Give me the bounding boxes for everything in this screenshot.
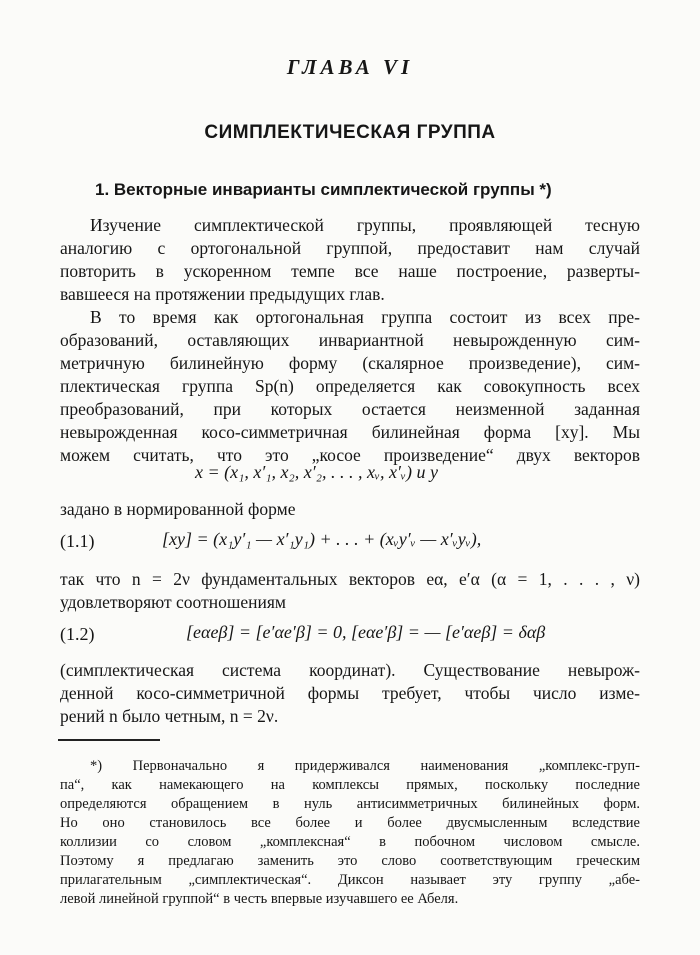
footnote-line: определяются обращением в нуль антисимметричных билинейных форм. [60, 796, 640, 812]
paragraph-3-line: рений n было четным, n = 2ν. [60, 706, 279, 726]
vector-formula: x = (x₁, x′₁, x₂, x′₂, . . . , xᵥ, x′ᵥ) и y [195, 462, 438, 482]
paragraph-2-line: можем считать, что это „косое произведение“ двух векторов [60, 445, 640, 465]
footnote-line: левой линейной группой“ в честь впервые изучавшего ее Абеля. [60, 891, 459, 907]
paragraph-2-line: плектическая группа Sp(n) определяется как совокупность всех [60, 376, 640, 396]
footnote-line: па“, как намекающего на комплексы прямых, поскольку последние [60, 777, 640, 793]
footnote-line: коллизии со словом „комплексная“ в побочном числовом смысле. [60, 834, 640, 850]
paragraph-2-line: невырожденная косо-симметричная билинейная форма [xy]. Мы [60, 422, 640, 442]
paragraph-2-line: В то время как ортогональная группа состоит из всех пре- [90, 307, 640, 327]
paragraph-1-line: повторить в ускоренном темпе все наше построение, разверты- [60, 261, 640, 281]
footnote-line: *) Первоначально я придерживался наименования „комплекс-груп- [90, 758, 640, 774]
text-line: задано в нормированной форме [60, 499, 296, 519]
paragraph-1-line: аналогию с ортогональной группой, предоставит нам случай [60, 238, 640, 258]
text-line: удовлетворяют соотношениям [60, 592, 286, 612]
paragraph-3-line: (симплектическая система координат). Существование невырож- [60, 660, 640, 680]
paragraph-1-line: Изучение симплектической группы, проявляющей тесную [90, 215, 640, 235]
section-heading: 1. Векторные инварианты симплектической группы *) [95, 180, 552, 199]
footnote-line: Но оно становилось все более и более двусмысленным вследствие [60, 815, 640, 831]
footnote-line: прилагательным „симплектическая“. Диксон называет эту группу „абе- [60, 872, 640, 888]
chapter-title: СИМПЛЕКТИЧЕСКАЯ ГРУППА [204, 122, 496, 143]
chapter-heading: ГЛАВА VI [286, 55, 414, 79]
paragraph-2-line: метричную билинейную форму (скалярное произведение), сим- [60, 353, 640, 373]
equation-number: (1.1) [60, 531, 95, 551]
paragraph-2-line: преобразований, при которых остается неизменной заданная [60, 399, 640, 419]
footnote-divider [58, 739, 160, 741]
footnote-line: Поэтому я предлагаю заменить это слово соответствующим греческим [60, 853, 640, 869]
paragraph-2-line: образований, оставляющих инвариантной невырожденную сим- [60, 330, 640, 350]
text-line: так что n = 2ν фундаментальных векторов eα, e′α (α = 1, . . . , ν) [60, 569, 640, 589]
equation-1-2: [eαeβ] = [e′αe′β] = 0, [eαe′β] = — [e′αeβ] = δαβ [186, 622, 546, 642]
paragraph-3-line: денной косо-симметричной формы требует, чтобы число изме- [60, 683, 640, 703]
paragraph-1-line: вавшееся на протяжении предыдущих глав. [60, 284, 385, 304]
equation-1-1: [xy] = (x₁y′₁ — x′₁y₁) + . . . + (xᵥy′ᵥ — x′ᵥyᵥ), [162, 529, 482, 549]
equation-number: (1.2) [60, 624, 95, 644]
